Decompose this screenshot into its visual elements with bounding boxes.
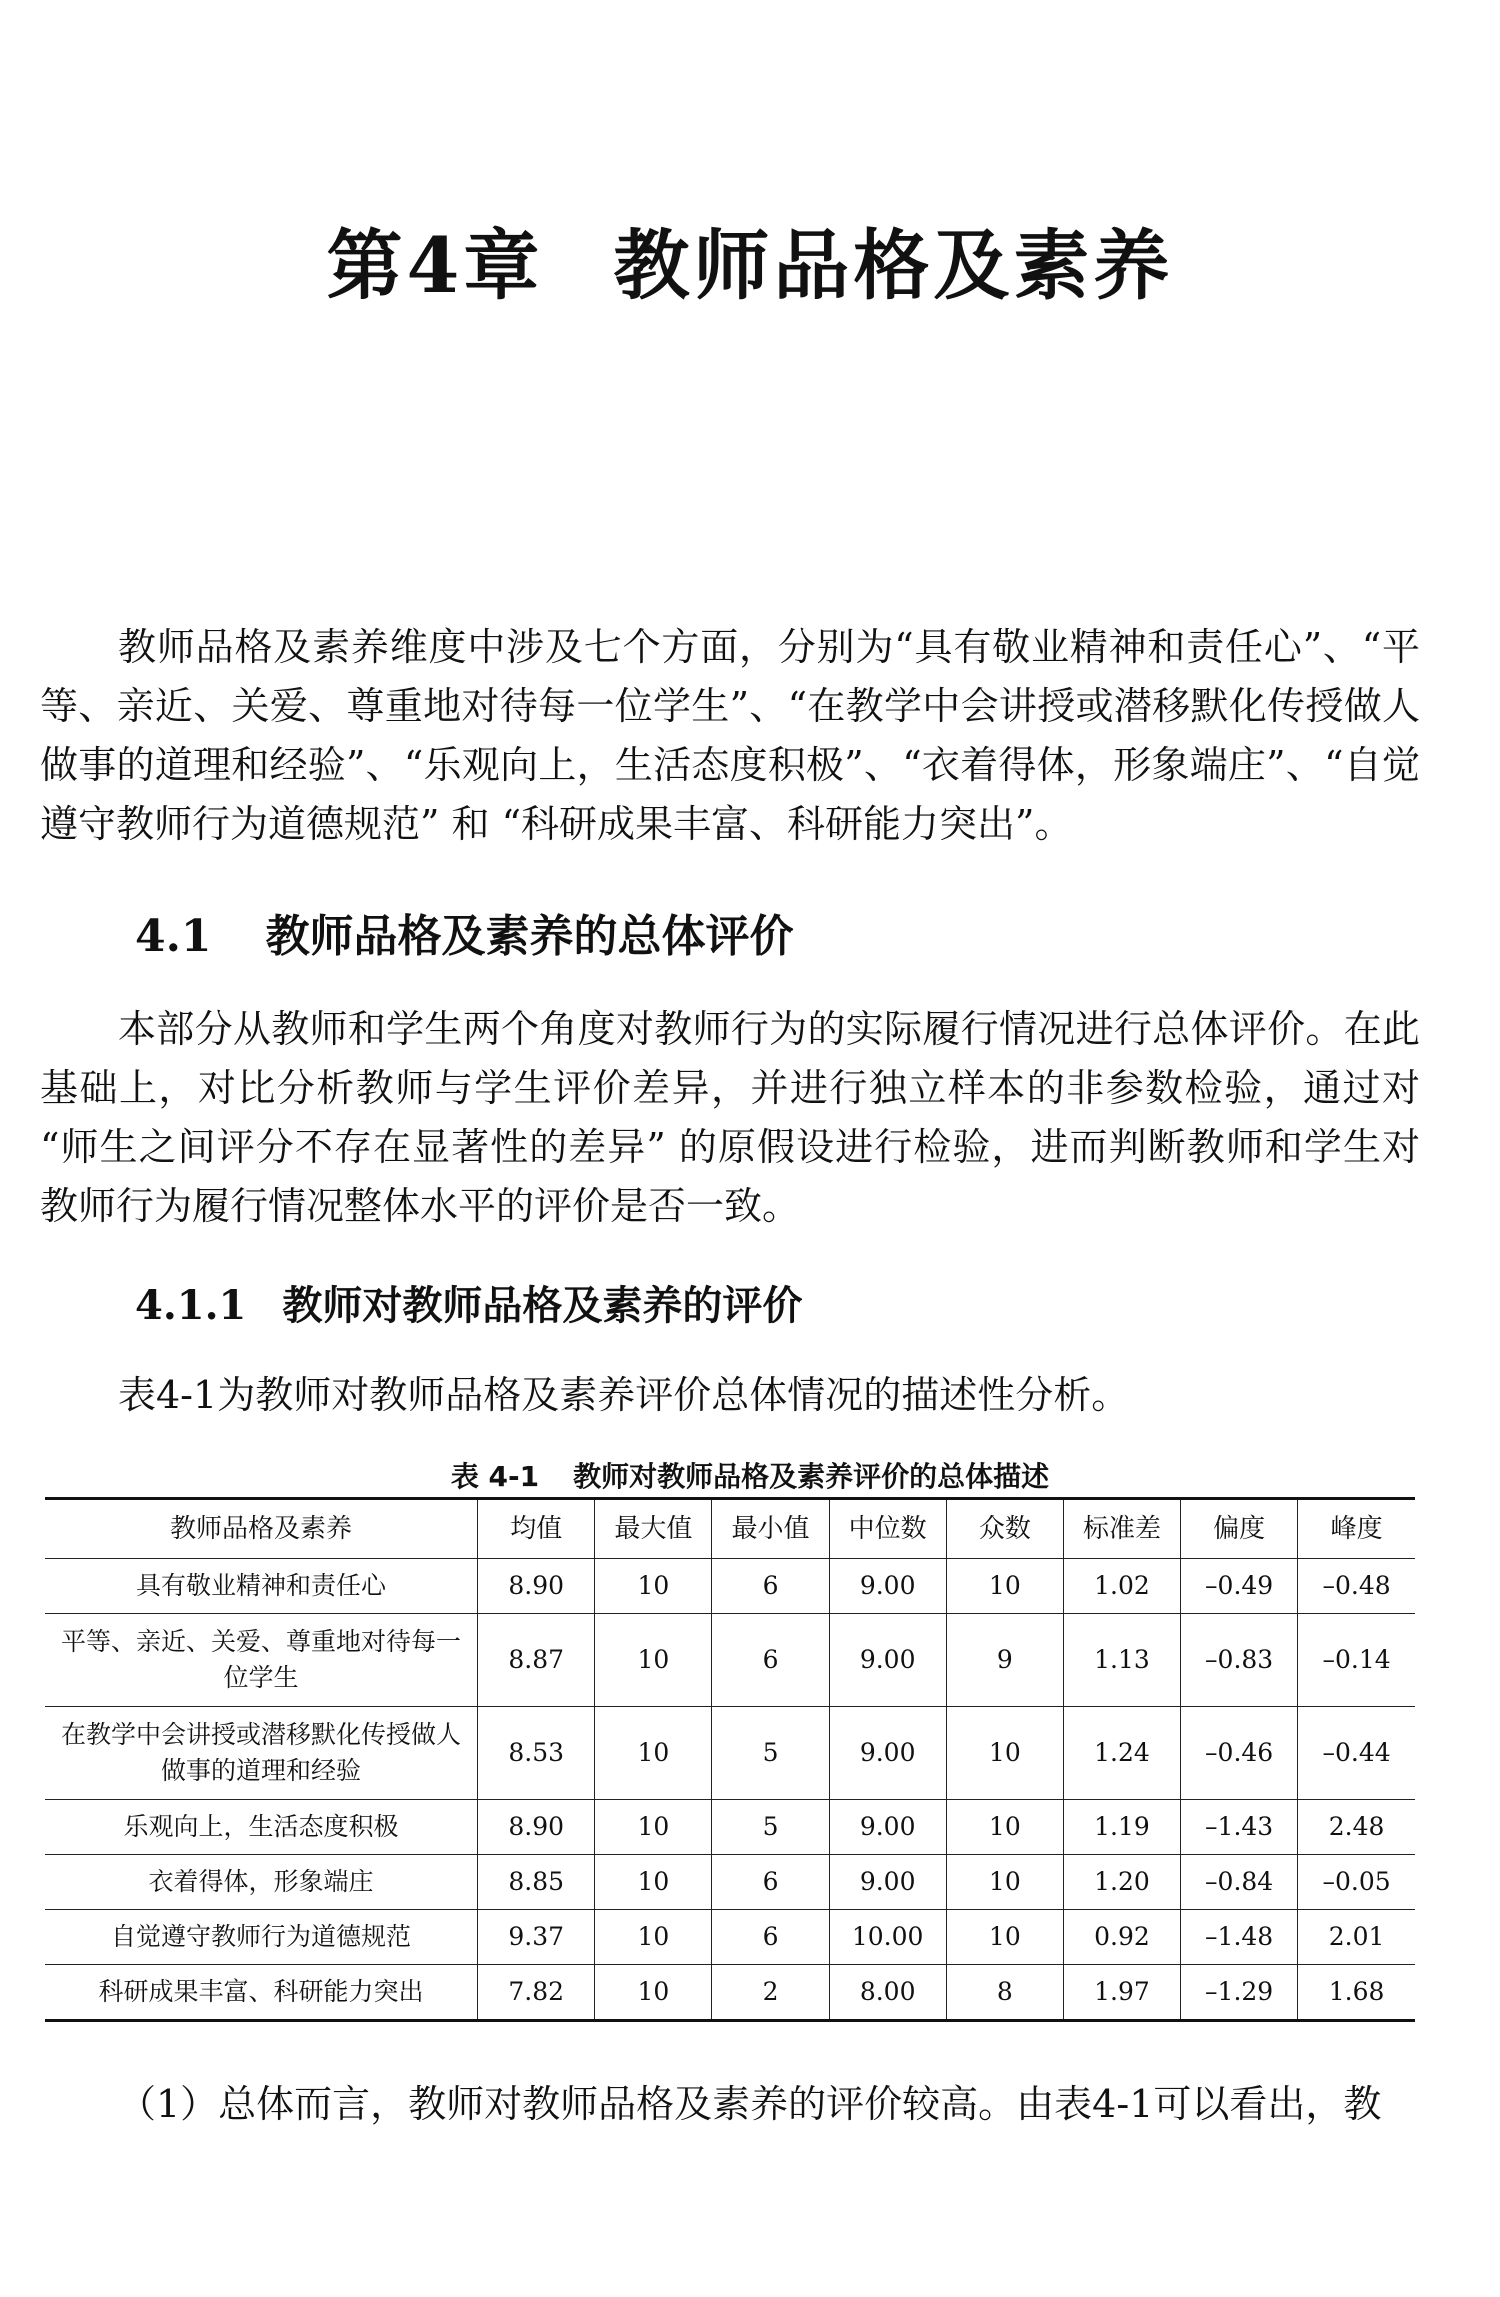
cell-std: 1.20 (1063, 1855, 1180, 1910)
cell-median: 9.00 (829, 1614, 946, 1707)
table-row (45, 1707, 1415, 1800)
row-label: 平等、亲近、关爱、尊重地对待每一位学生 (45, 1614, 478, 1707)
cell-mean: 8.87 (478, 1614, 595, 1707)
cell-median: 8.00 (829, 1965, 946, 2021)
row-label: 科研成果丰富、科研能力突出 (45, 1965, 478, 2021)
cell-mode: 9 (946, 1614, 1063, 1707)
closing-paragraph: （1）总体而言，教师对教师品格及素养的评价较高。由表4-1可以看出，教 (118, 2082, 1382, 2126)
cell-max: 10 (595, 1965, 712, 2021)
cell-skew: –0.84 (1181, 1855, 1298, 1910)
cell-max: 10 (595, 1559, 712, 1614)
section-title: 教师品格及素养的总体评价 (265, 911, 794, 962)
table-row (45, 1800, 1415, 1855)
cell-skew: –0.83 (1181, 1614, 1298, 1707)
cell-mean: 9.37 (478, 1910, 595, 1965)
section-heading-4-1 (135, 900, 794, 964)
chapter-title (0, 205, 1500, 314)
cell-median: 9.00 (829, 1855, 946, 1910)
row-label: 在教学中会讲授或潜移默化传授做人做事的道理和经验 (45, 1707, 478, 1800)
cell-mode: 10 (946, 1910, 1063, 1965)
cell-mean: 8.85 (478, 1855, 595, 1910)
header-cell: 标准差 (1063, 1499, 1180, 1559)
subsection-number: 4.1.1 (135, 1282, 247, 1329)
cell-max: 10 (595, 1855, 712, 1910)
cell-std: 1.19 (1063, 1800, 1180, 1855)
cell-std: 1.02 (1063, 1559, 1180, 1614)
cell-kurtosis: 2.01 (1298, 1910, 1415, 1965)
header-cell: 峰度 (1298, 1499, 1415, 1559)
row-label: 具有敬业精神和责任心 (45, 1559, 478, 1614)
cell-min: 6 (712, 1559, 829, 1614)
table-row (45, 1855, 1415, 1910)
table-title: 教师对教师品格及素养评价的总体描述 (573, 1460, 1050, 1493)
cell-min: 6 (712, 1910, 829, 1965)
cell-skew: –1.48 (1181, 1910, 1298, 1965)
cell-kurtosis: 1.68 (1298, 1965, 1415, 2021)
cell-min: 5 (712, 1800, 829, 1855)
row-label: 衣着得体，形象端庄 (45, 1855, 478, 1910)
cell-median: 10.00 (829, 1910, 946, 1965)
cell-mean: 8.53 (478, 1707, 595, 1800)
cell-std: 1.97 (1063, 1965, 1180, 2021)
cell-mean: 8.90 (478, 1800, 595, 1855)
cell-median: 9.00 (829, 1707, 946, 1800)
cell-mean: 7.82 (478, 1965, 595, 2021)
cell-median: 9.00 (829, 1800, 946, 1855)
table-row (45, 1965, 1415, 2021)
section-4-1-paragraph: 本部分从教师和学生两个角度对教师行为的实际履行情况进行总体评价。在此基础上，对比分析教师与学生评价差异，并进行独立样本的非参数检验，通过对 “师生之间评分不存在显著性的差异” 的原假设进行检验，进而判断教师和学生对教师行为履行情况整体水平的评价是否一致。 (40, 1007, 1420, 1228)
cell-skew: –1.43 (1181, 1800, 1298, 1855)
cell-skew: –0.46 (1181, 1707, 1298, 1800)
cell-kurtosis: 2.48 (1298, 1800, 1415, 1855)
row-label: 乐观向上，生活态度积极 (45, 1800, 478, 1855)
cell-max: 10 (595, 1910, 712, 1965)
cell-mode: 8 (946, 1965, 1063, 2021)
table-row (45, 1559, 1415, 1614)
header-cell: 众数 (946, 1499, 1063, 1559)
cell-max: 10 (595, 1614, 712, 1707)
cell-min: 6 (712, 1855, 829, 1910)
cell-mode: 10 (946, 1855, 1063, 1910)
header-cell: 均值 (478, 1499, 595, 1559)
table-header-row (45, 1499, 1415, 1559)
chapter-number: 第4章 (326, 221, 544, 310)
cell-max: 10 (595, 1800, 712, 1855)
header-cell: 中位数 (829, 1499, 946, 1559)
row-label: 自觉遵守教师行为道德规范 (45, 1910, 478, 1965)
cell-min: 2 (712, 1965, 829, 2021)
table-row (45, 1910, 1415, 1965)
cell-skew: –1.29 (1181, 1965, 1298, 2021)
chapter-name: 教师品格及素养 (613, 221, 1174, 310)
cell-kurtosis: –0.14 (1298, 1614, 1415, 1707)
cell-mode: 10 (946, 1707, 1063, 1800)
header-cell: 最小值 (712, 1499, 829, 1559)
cell-min: 5 (712, 1707, 829, 1800)
cell-mode: 10 (946, 1800, 1063, 1855)
cell-mode: 10 (946, 1559, 1063, 1614)
table-row (45, 1614, 1415, 1707)
cell-kurtosis: –0.05 (1298, 1855, 1415, 1910)
section-4-1-1-paragraph: 表4-1为教师对教师品格及素养评价总体情况的描述性分析。 (118, 1373, 1130, 1417)
cell-std: 0.92 (1063, 1910, 1180, 1965)
cell-skew: –0.49 (1181, 1559, 1298, 1614)
cell-median: 9.00 (829, 1559, 946, 1614)
table-number: 表 4-1 (450, 1460, 540, 1493)
intro-paragraph: 教师品格及素养维度中涉及七个方面，分别为“具有敬业精神和责任心”、“平等、亲近、关爱、尊重地对待每一位学生”、“在教学中会讲授或潜移默化传授做人做事的道理和经验”、“乐观向上，生活态度积极”、“衣着得体，形象端庄”、“自觉遵守教师行为道德规范” 和 “科研成果丰富、科研能力突出”。 (40, 625, 1420, 846)
header-cell: 最大值 (595, 1499, 712, 1559)
cell-kurtosis: –0.44 (1298, 1707, 1415, 1800)
header-cell: 教师品格及素养 (45, 1499, 478, 1559)
subsection-title: 教师对教师品格及素养的评价 (282, 1282, 803, 1329)
statistics-table (45, 1497, 1415, 2022)
cell-std: 1.24 (1063, 1707, 1180, 1800)
cell-max: 10 (595, 1707, 712, 1800)
section-number: 4.1 (135, 911, 212, 962)
cell-std: 1.13 (1063, 1614, 1180, 1707)
table-caption (0, 1455, 1500, 1495)
cell-kurtosis: –0.48 (1298, 1559, 1415, 1614)
header-cell: 偏度 (1181, 1499, 1298, 1559)
cell-mean: 8.90 (478, 1559, 595, 1614)
section-heading-4-1-1 (135, 1274, 802, 1331)
cell-min: 6 (712, 1614, 829, 1707)
